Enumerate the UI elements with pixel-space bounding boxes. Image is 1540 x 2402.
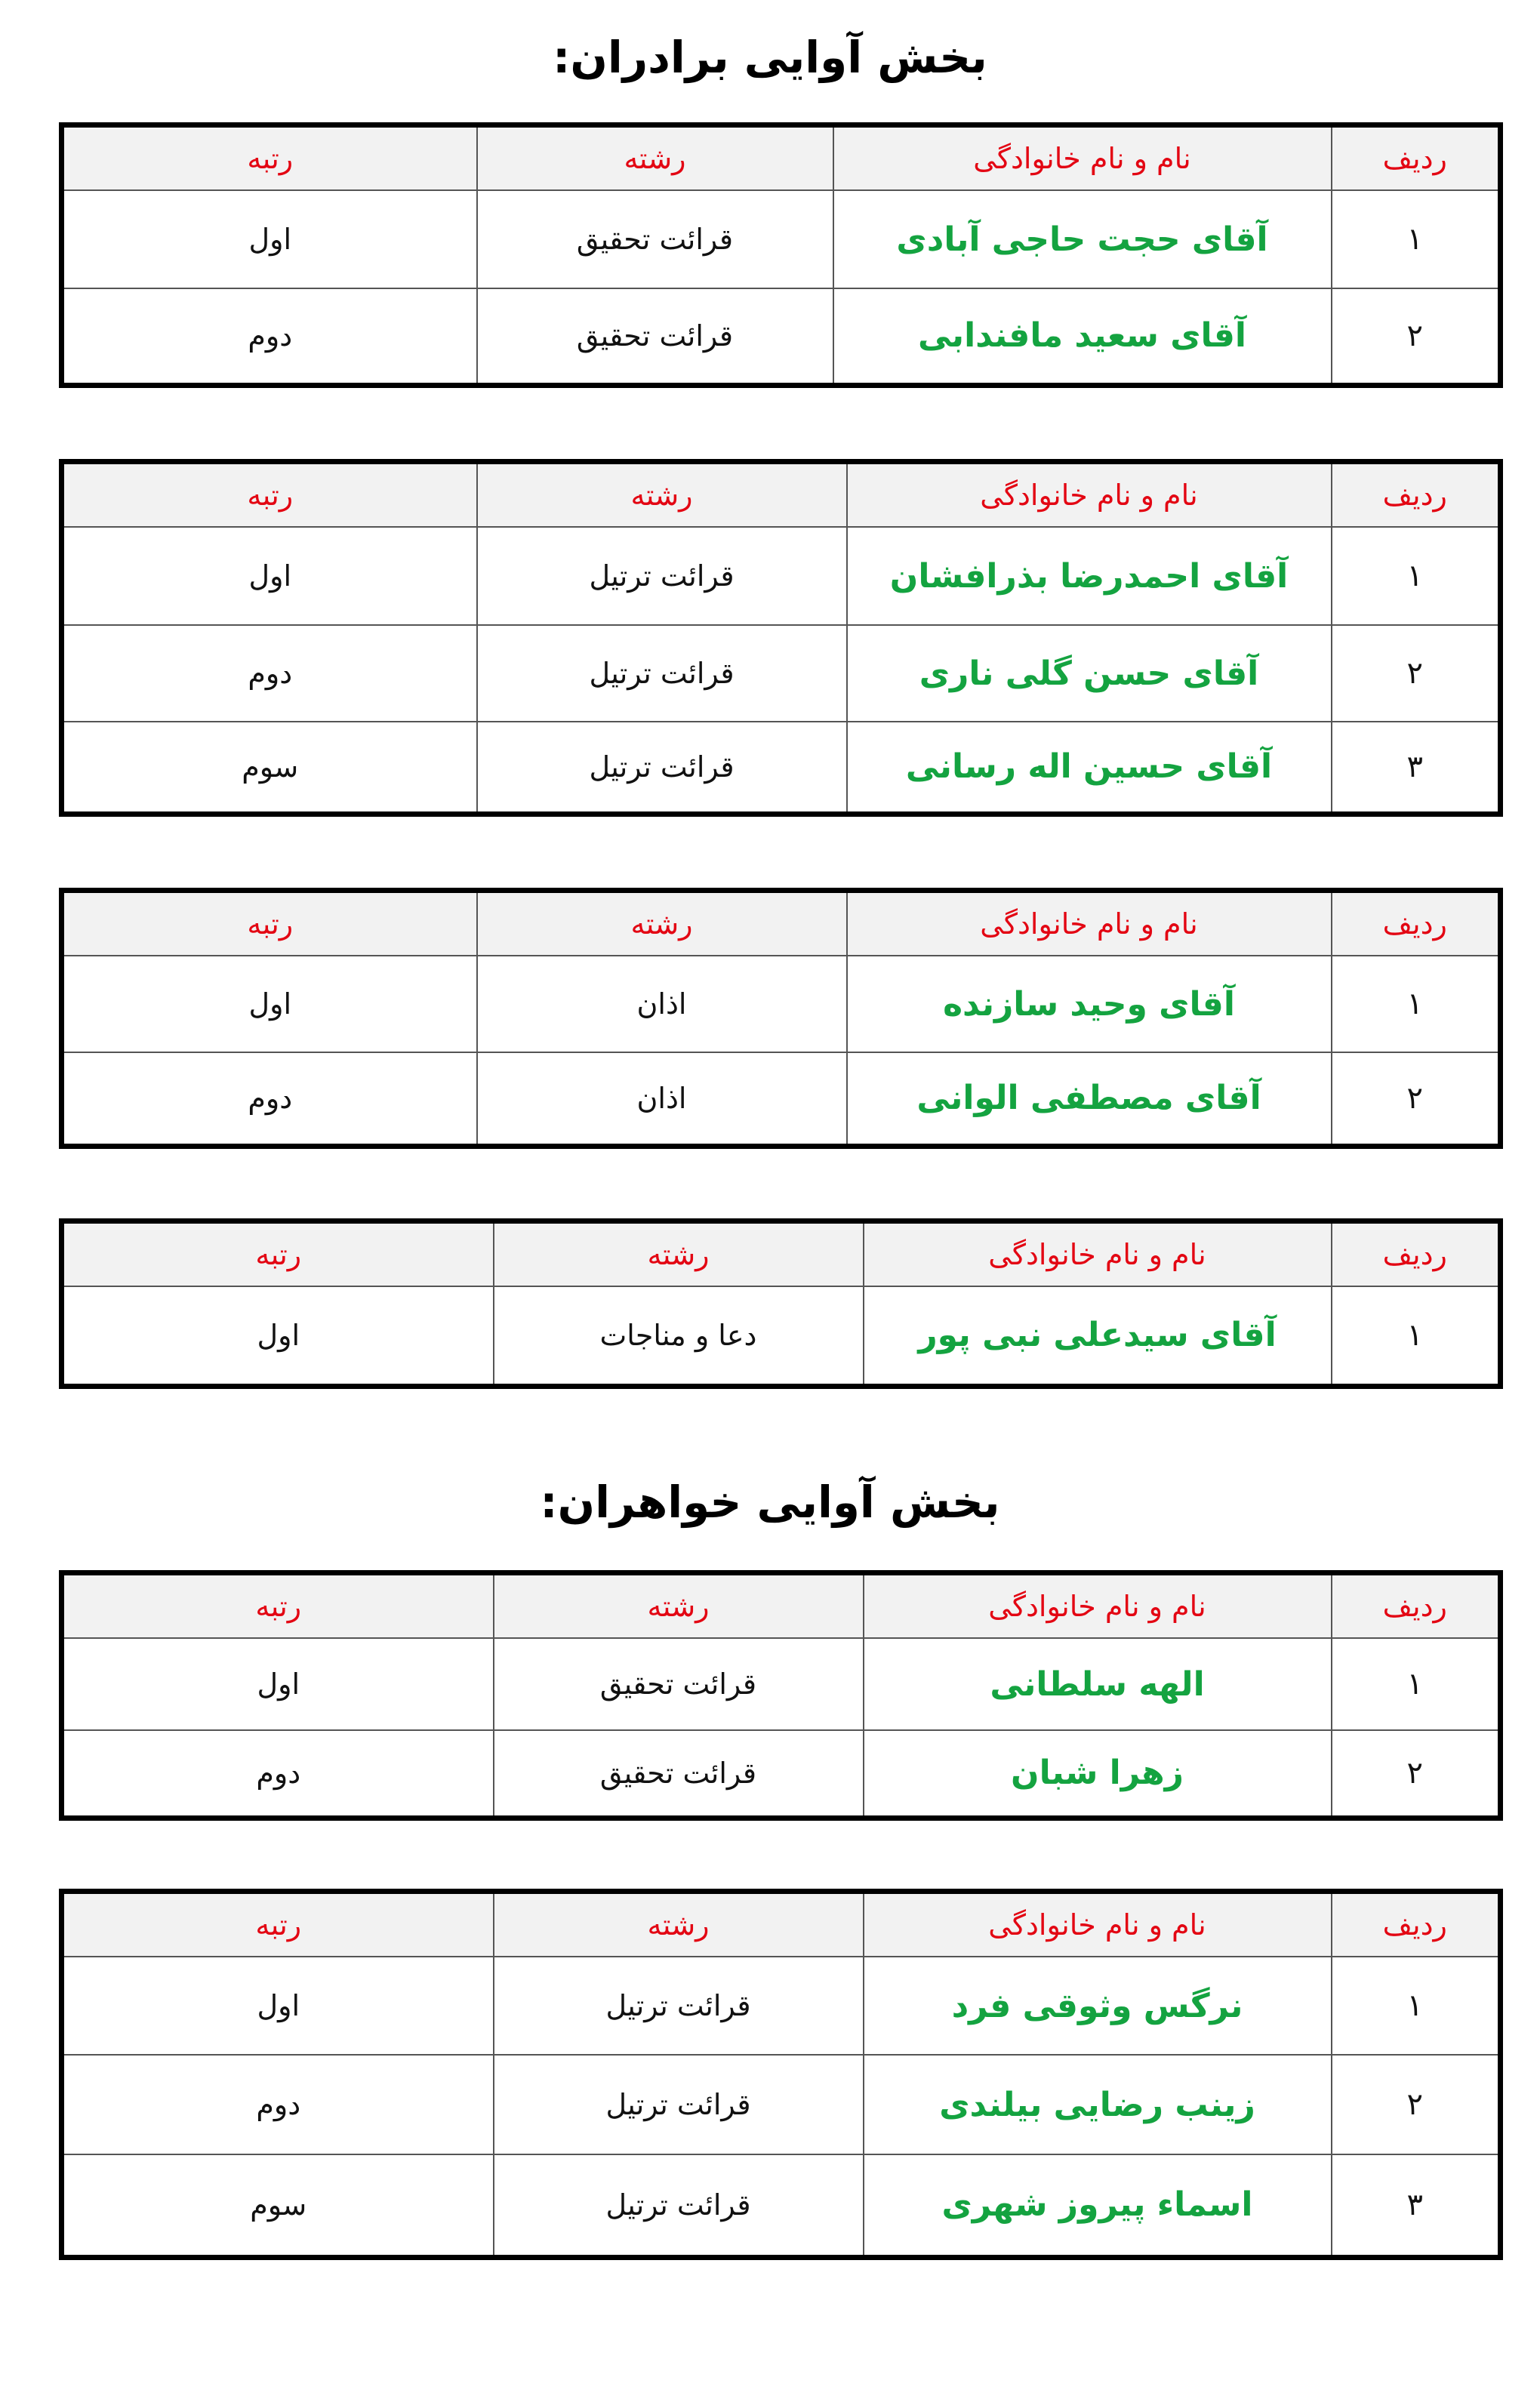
row-number: ۲: [1332, 1052, 1501, 1146]
contestant-name: اسماء پیروز شهری: [864, 2154, 1332, 2257]
contest-field: قرائت تحقیق: [494, 1730, 864, 1818]
row-number: ۱: [1332, 956, 1501, 1052]
table-header-row: [62, 462, 1501, 528]
header-field: رشته: [494, 1573, 864, 1639]
contest-rank: اول: [62, 190, 477, 288]
contest-rank: دوم: [62, 2055, 494, 2154]
contest-field: قرائت ترتیل: [477, 722, 847, 814]
sisters-section-title: بخش آوایی خواهران:: [540, 1477, 1000, 1528]
sisters-table-1: [59, 1570, 1503, 1821]
contest-rank: دوم: [62, 1052, 477, 1146]
contestant-name: آقای سیدعلی نبی پور: [864, 1286, 1332, 1386]
header-full-name: نام و نام خانوادگی: [847, 462, 1332, 528]
row-number: ۳: [1332, 722, 1501, 814]
contest-field: قرائت ترتیل: [494, 2055, 864, 2154]
header-full-name: نام و نام خانوادگی: [847, 891, 1332, 956]
table-row: [62, 1957, 1501, 2055]
header-rank: رتبه: [62, 1221, 494, 1287]
contest-field: قرائت ترتیل: [494, 2154, 864, 2257]
header-field: رشته: [477, 462, 847, 528]
contestant-name: آقای حسن گلی ناری: [847, 625, 1332, 722]
table-header-row: [62, 1892, 1501, 1957]
table-row: [62, 956, 1501, 1052]
header-rank: رتبه: [62, 1892, 494, 1957]
contest-rank: دوم: [62, 288, 477, 385]
header-rank: رتبه: [62, 891, 477, 956]
contest-field: اذان: [477, 1052, 847, 1146]
table-row: [62, 527, 1501, 625]
contestant-name: زینب رضایی بیلندی: [864, 2055, 1332, 2154]
row-number: ۲: [1332, 625, 1501, 722]
header-full-name: نام و نام خانوادگی: [833, 125, 1332, 191]
table-row: [62, 1286, 1501, 1386]
table-header-row: [62, 891, 1501, 956]
header-full-name: نام و نام خانوادگی: [864, 1573, 1332, 1639]
contestant-name: زهرا شبان: [864, 1730, 1332, 1818]
row-number: ۱: [1332, 1957, 1501, 2055]
contestant-name: آقای حجت حاجی آبادی: [833, 190, 1332, 288]
table-header-row: [62, 1221, 1501, 1287]
contest-rank: اول: [62, 956, 477, 1052]
contest-rank: اول: [62, 1957, 494, 2055]
contestant-name: آقای حسین اله رسانی: [847, 722, 1332, 814]
header-row-number: ردیف: [1332, 1573, 1501, 1639]
contestant-name: آقای سعید مافندابی: [833, 288, 1332, 385]
contest-field: قرائت ترتیل: [494, 1957, 864, 2055]
row-number: ۱: [1332, 1638, 1501, 1730]
table-row: [62, 288, 1501, 385]
table-row: [62, 190, 1501, 288]
contest-field: قرائت تحقیق: [494, 1638, 864, 1730]
table-row: [62, 625, 1501, 722]
brothers-section-title: بخش آوایی برادران:: [553, 32, 987, 83]
contest-field: قرائت تحقیق: [477, 190, 833, 288]
table-row: [62, 722, 1501, 814]
contestant-name: آقای وحید سازنده: [847, 956, 1332, 1052]
brothers-table-1: [59, 122, 1503, 388]
row-number: ۱: [1332, 527, 1501, 625]
header-row-number: ردیف: [1332, 891, 1501, 956]
row-number: ۲: [1332, 2055, 1501, 2154]
contest-rank: اول: [62, 1638, 494, 1730]
header-field: رشته: [477, 125, 833, 191]
table-row: [62, 2154, 1501, 2257]
contestant-name: آقای مصطفی الوانی: [847, 1052, 1332, 1146]
brothers-table-4: [59, 1218, 1503, 1389]
table-row: [62, 1730, 1501, 1818]
contest-rank: دوم: [62, 1730, 494, 1818]
row-number: ۲: [1332, 288, 1501, 385]
contest-field: قرائت تحقیق: [477, 288, 833, 385]
contest-field: دعا و مناجات: [494, 1286, 864, 1386]
header-row-number: ردیف: [1332, 1892, 1501, 1957]
contestant-name: آقای احمدرضا بذرافشان: [847, 527, 1332, 625]
contestant-name: نرگس وثوقی فرد: [864, 1957, 1332, 2055]
table-row: [62, 1638, 1501, 1730]
header-row-number: ردیف: [1332, 125, 1501, 191]
header-rank: رتبه: [62, 1573, 494, 1639]
table-row: [62, 2055, 1501, 2154]
header-field: رشته: [494, 1892, 864, 1957]
contest-field: قرائت ترتیل: [477, 527, 847, 625]
contest-field: قرائت ترتیل: [477, 625, 847, 722]
header-full-name: نام و نام خانوادگی: [864, 1221, 1332, 1287]
row-number: ۳: [1332, 2154, 1501, 2257]
sisters-table-2: [59, 1889, 1503, 2260]
header-row-number: ردیف: [1332, 1221, 1501, 1287]
contest-field: اذان: [477, 956, 847, 1052]
contest-rank: سوم: [62, 722, 477, 814]
header-full-name: نام و نام خانوادگی: [864, 1892, 1332, 1957]
header-rank: رتبه: [62, 462, 477, 528]
contest-rank: اول: [62, 527, 477, 625]
table-header-row: [62, 1573, 1501, 1639]
header-rank: رتبه: [62, 125, 477, 191]
table-header-row: [62, 125, 1501, 191]
row-number: ۲: [1332, 1730, 1501, 1818]
header-field: رشته: [477, 891, 847, 956]
brothers-table-3: [59, 888, 1503, 1149]
contestant-name: الهه سلطانی: [864, 1638, 1332, 1730]
header-field: رشته: [494, 1221, 864, 1287]
contest-rank: اول: [62, 1286, 494, 1386]
brothers-table-2: [59, 459, 1503, 817]
header-row-number: ردیف: [1332, 462, 1501, 528]
row-number: ۱: [1332, 1286, 1501, 1386]
row-number: ۱: [1332, 190, 1501, 288]
contest-rank: دوم: [62, 625, 477, 722]
contest-rank: سوم: [62, 2154, 494, 2257]
table-row: [62, 1052, 1501, 1146]
